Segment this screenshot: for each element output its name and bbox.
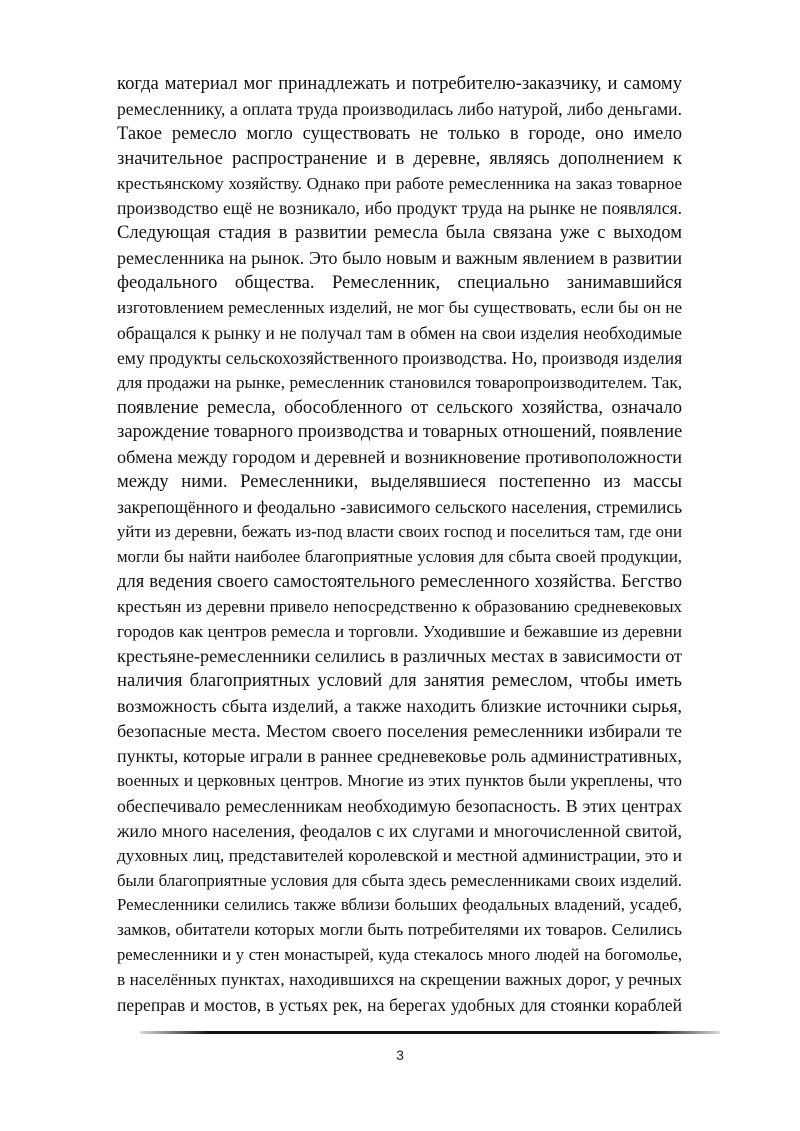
text-line: замков, обитатели которых могли быть потребителями их товаров. Селились xyxy=(117,920,682,940)
text-line: производство ещё не возникало, ибо продукт труда на рынке не появлялся. xyxy=(117,198,682,219)
text-line: между ними. Ремесленники, выделявшиеся постепенно из массы xyxy=(117,471,682,493)
text-line: в населённых пунктах, находившихся на скрещении важных дорог, у речных xyxy=(117,970,682,990)
text-line: когда материал мог принадлежать и потребителю-заказчику, и самому xyxy=(117,73,682,94)
text-line: зарождение товарного производства и товарных отношений, появление xyxy=(117,421,682,443)
text-line: пункты, которые играли в раннее средневековье роль административных, xyxy=(117,746,682,767)
text-line: ремесленника на рынок. Это было новым и важным явлением в развитии xyxy=(117,248,682,269)
text-line: ремесленнику, а оплата труда производилась либо натурой, либо деньгами. xyxy=(117,98,682,119)
text-line: изготовлением ремесленных изделий, не мог бы существовать, если бы он не xyxy=(117,298,682,318)
text-line: военных и церковных центров. Многие из этих пунктов были укреплены, что xyxy=(117,770,682,790)
text-line: закрепощённого и феодально -зависимого сельского населения, стремились xyxy=(117,497,682,518)
text-line: крестьян из деревни привело непосредственно к образованию средневековых xyxy=(117,596,682,616)
text-line: возможность сбыта изделий, а также находить близкие источники сырья, xyxy=(117,696,682,717)
text-line: жило много населения, феодалов с их слугами и многочисленной свитой, xyxy=(117,820,682,841)
text-line: наличия благоприятных условий для занятия ремеслом, чтобы иметь xyxy=(117,670,682,692)
text-line: значительное распространение и в деревне, являясь дополнением к xyxy=(117,147,682,169)
text-line: духовных лиц, представителей королевской и местной администрации, это и xyxy=(117,845,682,865)
text-line: Ремесленники селились также вблизи больших феодальных владений, усадеб, xyxy=(117,895,682,915)
text-line: появление ремесла, обособленного от сельского хозяйства, означало xyxy=(117,396,682,418)
text-line: переправ и мостов, в устьях рек, на берегах удобных для стоянки кораблей xyxy=(117,994,682,1015)
text-line: крестьянскому хозяйству. Однако при работе ремесленника на заказ товарное xyxy=(117,173,682,193)
text-line: безопасные места. Местом своего поселения ремесленники избирали те xyxy=(117,721,682,742)
text-line: Следующая стадия в развитии ремесла была связана уже с выходом xyxy=(117,222,682,244)
text-line: крестьяне-ремесленники селились в различных местах в зависимости от xyxy=(117,646,682,667)
footer-divider xyxy=(140,1031,720,1034)
text-line: обеспечивало ремесленникам необходимую безопасность. В этих центрах xyxy=(117,795,682,816)
text-line: ему продукты сельскохозяйственного производства. Но, производя изделия xyxy=(117,347,682,368)
text-line: для ведения своего самостоятельного ремесленного хозяйства. Бегство xyxy=(117,570,682,592)
text-line: уйти из деревни, бежать из-под власти своих господ и поселиться там, где они xyxy=(117,522,682,542)
text-line: были благоприятные условия для сбыта здесь ремесленниками своих изделий. xyxy=(117,870,682,890)
text-line: Такое ремесло могло существовать не только в городе, оно имело xyxy=(117,122,682,144)
text-line: обращался к рынку и не получал там в обмен на свои изделия необходимые xyxy=(117,322,682,343)
text-line: для продажи на рынке, ремесленник становился товаропроизводителем. Так, xyxy=(117,372,682,392)
text-line: обмена между городом и деревней и возникновение противоположности xyxy=(117,447,682,468)
page-number: 3 xyxy=(396,1047,404,1063)
body-text xyxy=(117,72,682,1018)
text-line: феодального общества. Ремесленник, специально занимавшийся xyxy=(117,272,682,294)
text-line: ремесленники и у стен монастырей, куда стекалось много людей на богомолье, xyxy=(117,945,682,965)
text-line: могли бы найти наиболее благоприятные условия для сбыта своей продукции, xyxy=(117,546,682,566)
text-line: городов как центров ремесла и торговли. Уходившие и бежавшие из деревни xyxy=(117,621,682,641)
